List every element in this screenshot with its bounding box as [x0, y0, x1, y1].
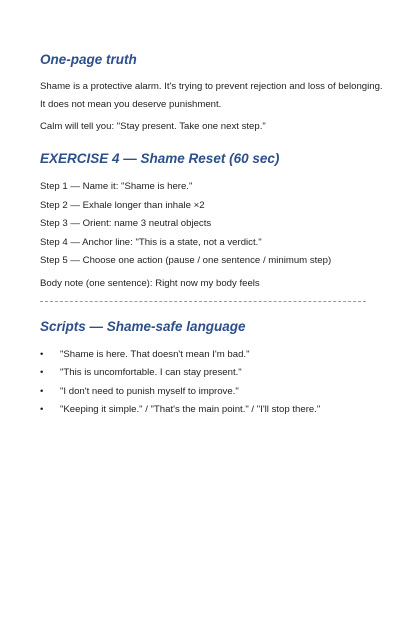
list-item [40, 401, 386, 420]
scripts-list [40, 346, 386, 420]
section-heading-exercise-4: EXERCISE 4 — Shame Reset (60 sec) [40, 151, 280, 166]
body-note-prompt: Body note (one sentence): Right now my body feels [40, 277, 260, 289]
exercise-step-4: Step 4 — Anchor line: "This is a state, not a verdict." [40, 236, 262, 248]
section-heading-scripts: Scripts — Shame-safe language [40, 318, 246, 334]
body-note-fill-in-line [40, 301, 366, 302]
script-text: "Shame is here. That doesn't mean I'm bad." [60, 348, 250, 360]
bullet-icon: • [40, 348, 44, 360]
exercise-step-5: Step 5 — Choose one action (pause / one sentence / minimum step) [40, 255, 332, 266]
list-item [40, 383, 386, 402]
truth-paragraph-2: It does not mean you deserve punishment. [40, 99, 222, 110]
truth-paragraph-3: Calm will tell you: "Stay present. Take one next step." [40, 121, 266, 132]
truth-paragraph-1: Shame is a protective alarm. It's trying to prevent rejection and loss of belonging. [40, 81, 383, 92]
exercise-step-1: Step 1 — Name it: "Shame is here." [40, 181, 193, 192]
list-item [40, 346, 386, 365]
script-text: "This is uncomfortable. I can stay present." [60, 367, 242, 378]
bullet-icon: • [40, 404, 44, 415]
bullet-icon: • [40, 367, 44, 378]
exercise-step-3: Step 3 — Orient: name 3 neutral objects [40, 218, 212, 229]
script-text: "I don't need to punish myself to improve." [60, 385, 239, 397]
list-item [40, 364, 386, 383]
section-heading-one-page-truth: One-page truth [40, 52, 137, 67]
script-text: "Keeping it simple." / "That's the main point." / "I'll stop there." [60, 404, 321, 415]
exercise-step-2: Step 2 — Exhale longer than inhale ×2 [40, 199, 205, 211]
bullet-icon: • [40, 385, 44, 397]
